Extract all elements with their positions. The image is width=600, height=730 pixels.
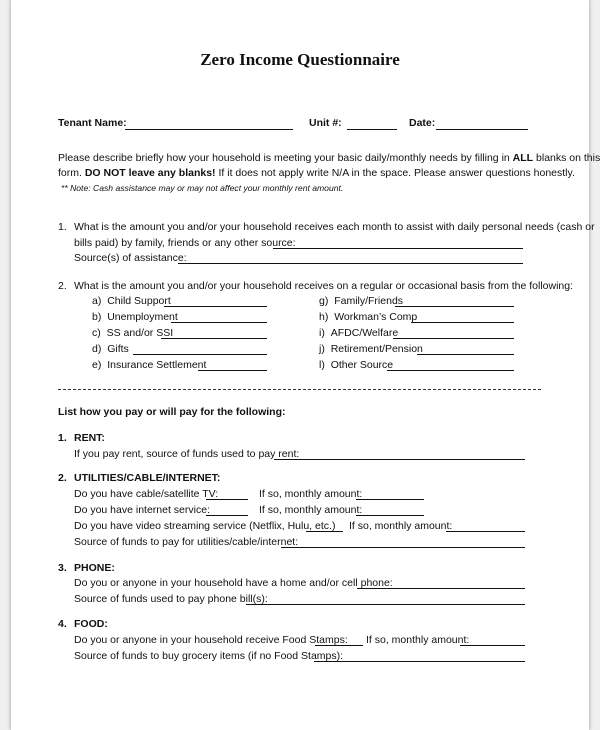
afdc-welfare-field[interactable] — [393, 338, 514, 339]
grocery-source-label: Source of funds to buy grocery items (if no Food Stamps): — [74, 650, 344, 662]
rent-heading: RENT: — [74, 432, 105, 444]
page-title: Zero Income Questionnaire — [200, 50, 400, 69]
q1-source-field[interactable] — [178, 263, 523, 264]
retirement-field[interactable] — [417, 354, 514, 355]
utilities-heading: UTILITIES/CABLE/INTERNET: — [74, 472, 221, 484]
food-number: 4. — [58, 618, 67, 630]
food-stamps-answer-field[interactable] — [315, 645, 363, 646]
document-page — [10, 0, 600, 730]
phone-source-label: Source of funds used to pay phone bill(s): — [74, 593, 268, 605]
grocery-source-field[interactable] — [314, 661, 525, 662]
insurance-field[interactable] — [198, 370, 267, 371]
rent-text: If you pay rent, source of funds used to pay rent: — [74, 448, 300, 460]
phone-number: 3. — [58, 562, 67, 574]
date-field[interactable] — [436, 129, 528, 130]
phone-source-field[interactable] — [246, 604, 525, 605]
gifts-field[interactable] — [133, 354, 267, 355]
q2-item-workmans-comp: h) Workman’s Comp — [319, 311, 418, 323]
cable-amount-field[interactable] — [356, 499, 424, 500]
q2-item-unemployment: b) Unemployment — [92, 311, 178, 323]
ss-ssi-field[interactable] — [161, 338, 267, 339]
tenant-name-field[interactable] — [125, 129, 293, 130]
food-stamps-amount-field[interactable] — [460, 645, 525, 646]
video-question: Do you have video streaming service (Netflix, Hulu, etc.) — [74, 520, 336, 532]
cable-question: Do you have cable/satellite TV: — [74, 488, 219, 500]
cable-answer-field[interactable] — [206, 499, 248, 500]
food-heading: FOOD: — [74, 618, 108, 630]
cable-amount-label: If so, monthly amount: — [259, 488, 363, 500]
workmans-comp-field[interactable] — [411, 322, 514, 323]
q2-item-gifts: d) Gifts — [92, 343, 129, 355]
q2-item-retirement: j) Retirement/Pension — [319, 343, 423, 355]
video-amount-label: If so, monthly amount: — [349, 520, 453, 532]
q2-item-child-support: a) Child Support — [92, 295, 171, 307]
utilities-source-label: Source of funds to pay for utilities/cable/internet: — [74, 536, 299, 548]
child-support-field[interactable] — [164, 306, 267, 307]
instructions-line-2: form. DO NOT leave any blanks! If it does not apply write N/A in the space. Please answer questions honestly. — [58, 167, 575, 179]
video-amount-field[interactable] — [446, 531, 525, 532]
instructions-note: ** Note: Cash assistance may or may not affect your monthly rent amount. — [61, 183, 344, 193]
utilities-source-field[interactable] — [281, 547, 525, 548]
q1-amount-field[interactable] — [273, 248, 523, 249]
q1-text-line-2: bills paid) by family, friends or any other source: — [74, 237, 296, 249]
video-answer-field[interactable] — [306, 531, 343, 532]
internet-question: Do you have internet service: — [74, 504, 210, 516]
section-divider — [58, 389, 541, 390]
phone-answer-field[interactable] — [357, 588, 525, 589]
internet-amount-field[interactable] — [356, 515, 424, 516]
pay-heading: List how you pay or will pay for the following: — [58, 406, 286, 418]
q2-item-ss-ssi: c) SS and/or SSI — [92, 327, 174, 339]
q1-text-line-3: Source(s) of assistance: — [74, 252, 187, 264]
date-label: Date: — [409, 117, 436, 129]
q2-item-insurance: e) Insurance Settlement — [92, 359, 207, 371]
phone-heading: PHONE: — [74, 562, 115, 574]
unemployment-field[interactable] — [171, 322, 267, 323]
q2-item-afdc-welfare: i) AFDC/Welfare — [319, 327, 399, 339]
unit-field[interactable] — [347, 129, 397, 130]
q1-text-line-1: What is the amount you and/or your household receives each month to assist with daily personal needs (cash or — [74, 221, 595, 233]
food-stamps-question: Do you or anyone in your household receive Food Stamps: — [74, 634, 348, 646]
internet-amount-label: If so, monthly amount: — [259, 504, 363, 516]
q2-item-other-source: l) Other Source — [319, 359, 394, 371]
rent-number: 1. — [58, 432, 67, 444]
q2-text-line-1: What is the amount you and/or your household receives on a regular or occasional basis from the following: — [74, 280, 574, 292]
q2-number: 2. — [58, 280, 67, 292]
phone-question: Do you or anyone in your household have a home and/or cell phone: — [74, 577, 393, 589]
food-stamps-amount-label: If so, monthly amount: — [366, 634, 470, 646]
utilities-number: 2. — [58, 472, 67, 484]
internet-answer-field[interactable] — [206, 515, 248, 516]
q2-item-family-friends: g) Family/Friends — [319, 295, 404, 307]
rent-source-field[interactable] — [274, 459, 525, 460]
q1-number: 1. — [58, 221, 67, 233]
family-friends-field[interactable] — [395, 306, 514, 307]
unit-label: Unit #: — [309, 117, 342, 129]
tenant-name-label: Tenant Name: — [58, 117, 127, 129]
other-source-field[interactable] — [387, 370, 514, 371]
instructions-line-1: Please describe briefly how your household is meeting your basic daily/monthly needs by filling in ALL blanks on this — [58, 152, 600, 164]
